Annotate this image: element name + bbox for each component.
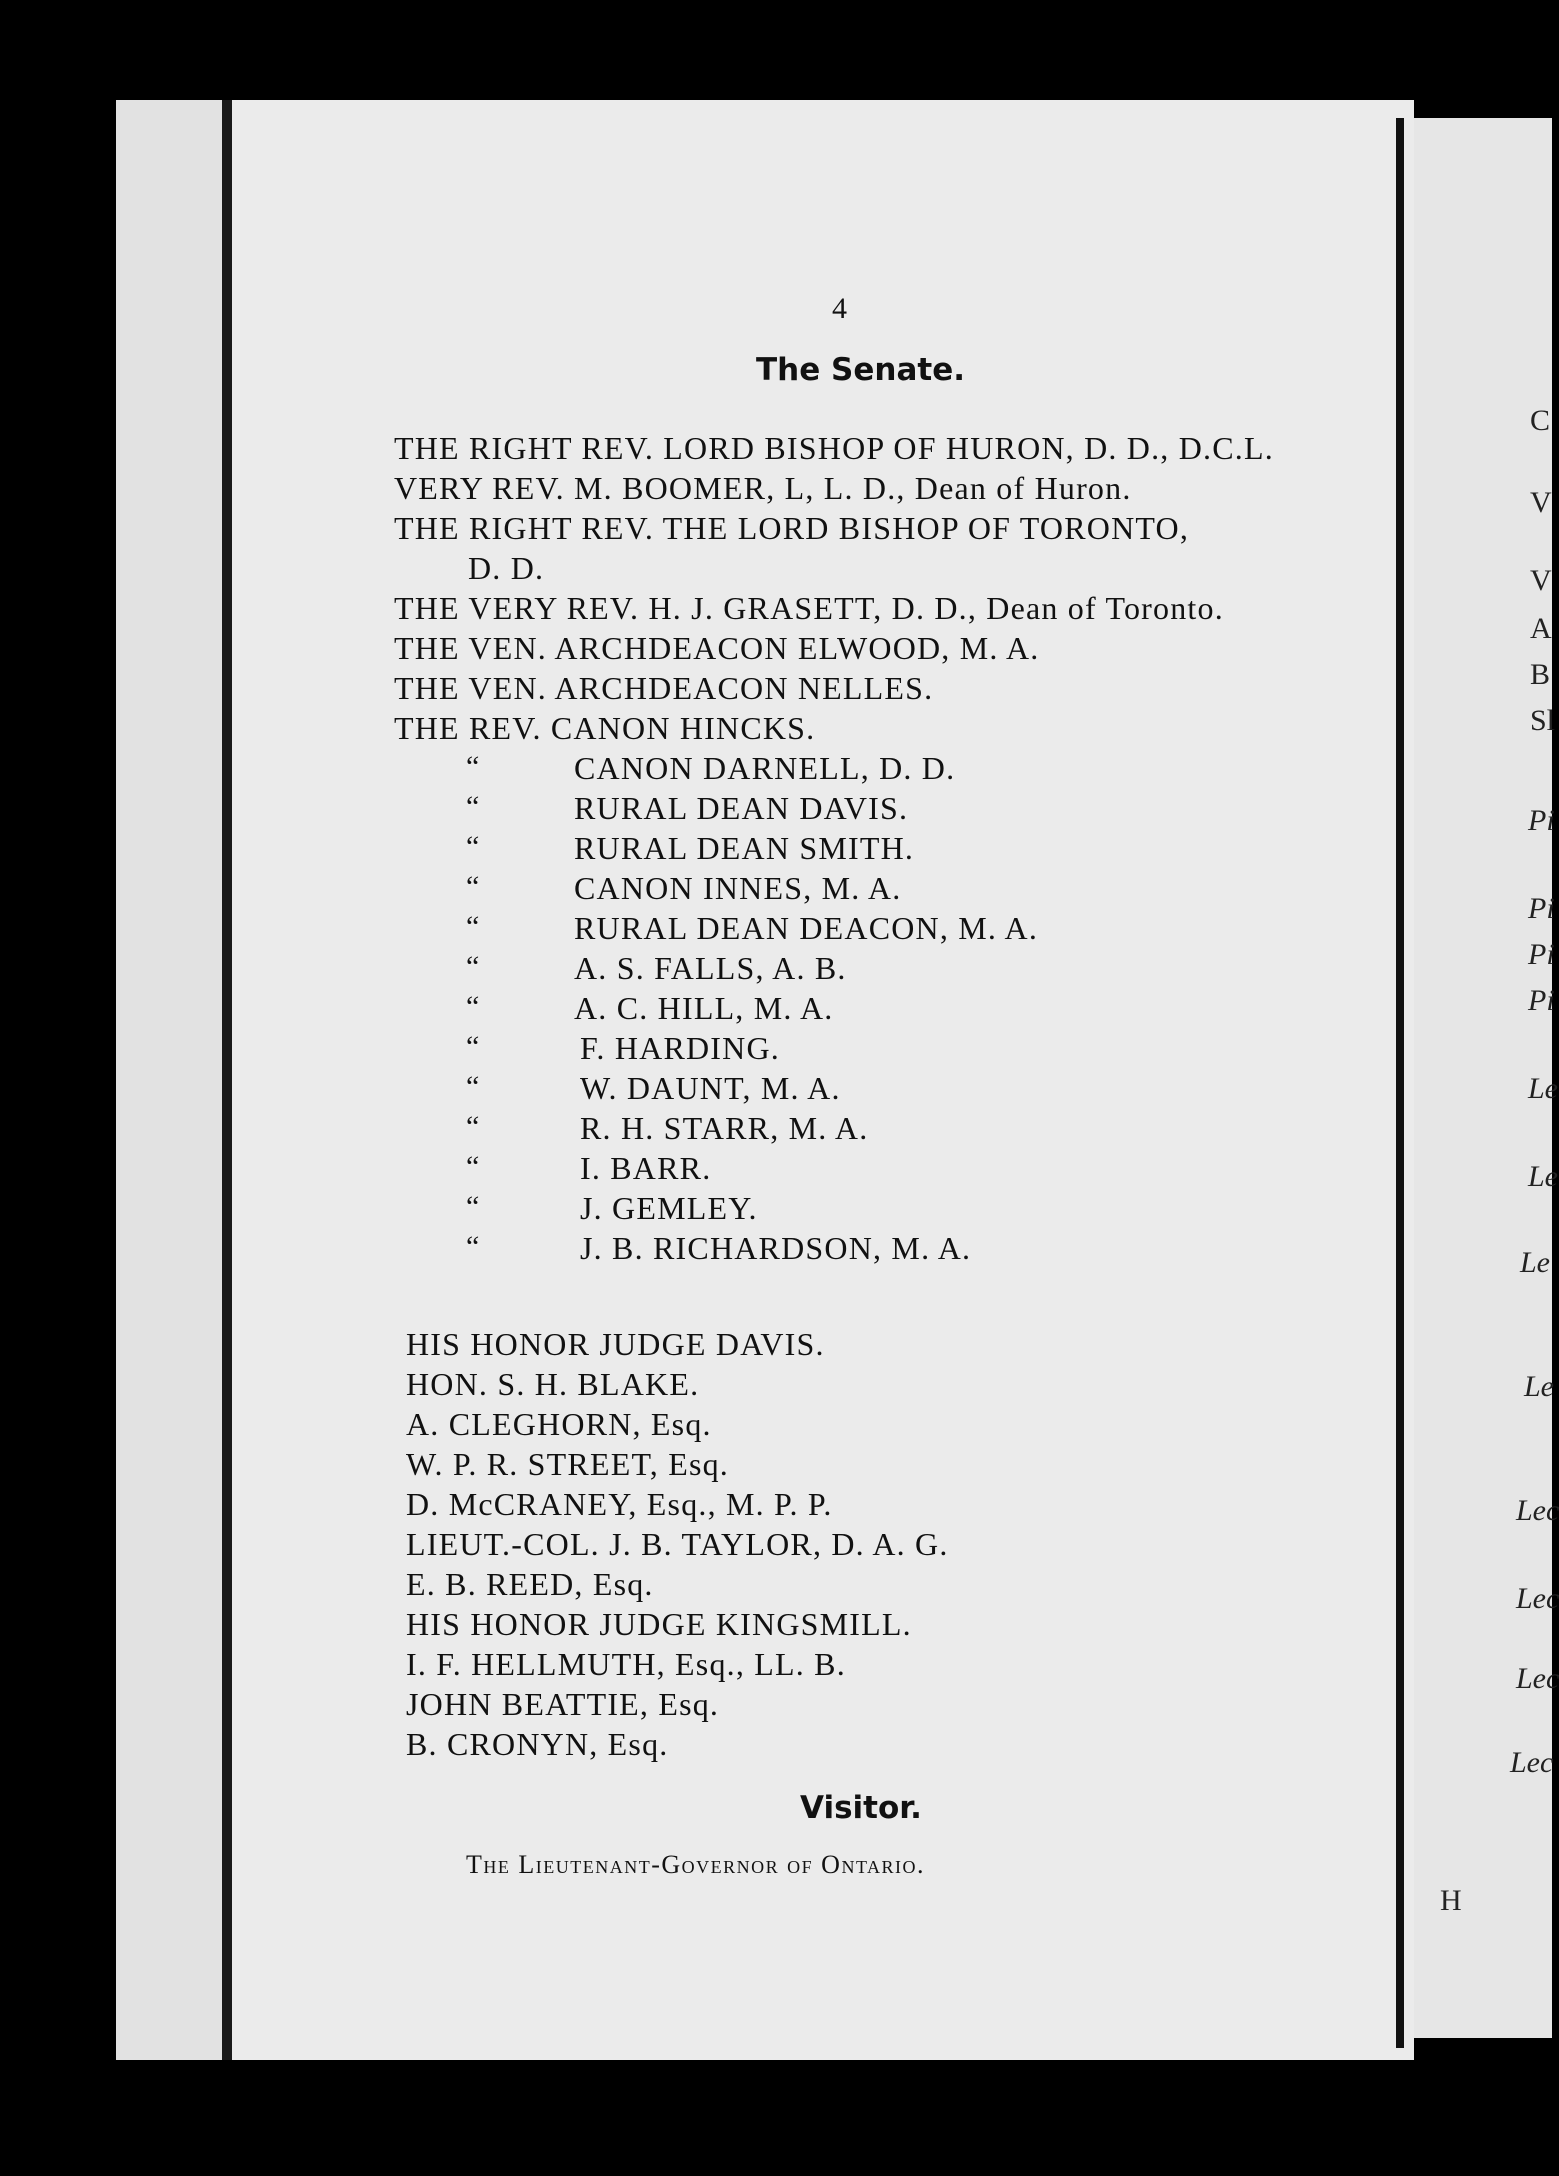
facing-page-fragment: Pi [1528,984,1555,1017]
facing-page-fragment: V [1530,564,1552,597]
clergy-row: THE VEN. ARCHDEACON NELLES. [394,670,934,706]
clergy-row: A. C. HILL, M. A. [574,990,834,1026]
clergy-row: CANON INNES, M. A. [574,870,902,906]
clergy-row: RURAL DEAN DAVIS. [574,790,909,826]
laity-row: JOHN BEATTIE, Esq. [406,1686,720,1722]
facing-page-fragment: Le [1520,1246,1550,1279]
clergy-row: A. S. FALLS, A. B. [574,950,847,986]
ditto-mark: “ [466,1190,480,1223]
facing-page-fragment: Pi [1528,804,1555,837]
laity-row: E. B. REED, Esq. [406,1566,654,1602]
facing-page-fragment: Le [1528,1072,1558,1105]
laity-row: LIEUT.-COL. J. B. TAYLOR, D. A. G. [406,1526,949,1562]
clergy-row: CANON DARNELL, D. D. [574,750,956,786]
laity-row: W. P. R. STREET, Esq. [406,1446,730,1482]
laity-row: D. McCRANEY, Esq., M. P. P. [406,1486,833,1522]
laity-row: A. CLEGHORN, Esq. [406,1406,712,1442]
laity-row: HON. S. H. BLAKE. [406,1366,700,1402]
ditto-mark: “ [466,950,480,983]
laity-row: HIS HONOR JUDGE KINGSMILL. [406,1606,912,1642]
visitor-heading: Visitor. [800,1790,922,1826]
clergy-row: W. DAUNT, M. A. [580,1070,841,1106]
clergy-row: I. BARR. [580,1150,712,1186]
ditto-mark: “ [466,750,480,783]
spine-shadow [222,100,232,2060]
clergy-row: R. H. STARR, M. A. [580,1110,869,1146]
facing-page-fragment: Lec [1516,1582,1559,1615]
clergy-row: THE VERY REV. H. J. GRASETT, D. D., Dean of Toronto. [394,590,1224,626]
clergy-row: F. HARDING. [580,1030,780,1066]
facing-page-fragment: Lec [1510,1746,1554,1779]
laity-row: B. CRONYN, Esq. [406,1726,669,1762]
ditto-mark: “ [466,1230,480,1263]
facing-page-fragment: B [1530,658,1551,691]
facing-page-fragment: A [1530,612,1552,645]
clergy-row: VERY REV. M. BOOMER, L, L. D., Dean of Huron. [394,470,1132,506]
ditto-mark: “ [466,790,480,823]
ditto-mark: “ [466,1150,480,1183]
facing-page-fragment: Le [1524,1370,1554,1403]
facing-page-fragment: Pi [1528,892,1555,925]
facing-page-fragment: Sl [1530,704,1556,737]
ditto-mark: “ [466,870,480,903]
clergy-row: THE REV. CANON HINCKS. [394,710,816,746]
clergy-row: J. B. RICHARDSON, M. A. [580,1230,972,1266]
ditto-mark: “ [466,830,480,863]
clergy-row: RURAL DEAN SMITH. [574,830,915,866]
visitor-text: The Lieutenant-Governor of Ontario. [466,1850,926,1879]
laity-row: HIS HONOR JUDGE DAVIS. [406,1326,825,1362]
senate-heading: The Senate. [756,352,965,388]
facing-page-fragment: Le [1528,1160,1558,1193]
gutter-shadow [1396,118,1404,2048]
clergy-row: THE RIGHT REV. THE LORD BISHOP OF TORONTO, [394,510,1190,546]
clergy-row: RURAL DEAN DEACON, M. A. [574,910,1039,946]
clergy-row: J. GEMLEY. [580,1190,758,1226]
facing-page-fragment: V [1530,486,1552,519]
ditto-mark: “ [466,1070,480,1103]
binding-strip [116,100,232,2060]
facing-page-fragment: Pi [1528,938,1555,971]
clergy-row: THE RIGHT REV. LORD BISHOP OF HURON, D. D., D.C.L. [394,430,1274,466]
facing-page-fragment: Lec [1516,1494,1559,1527]
ditto-mark: “ [466,910,480,943]
clergy-row: D. D. [468,550,545,586]
page-number: 4 [832,292,847,325]
ditto-mark: “ [466,1030,480,1063]
facing-page-fragment: H [1440,1884,1462,1917]
facing-page-fragment: C [1530,404,1551,437]
clergy-row: THE VEN. ARCHDEACON ELWOOD, M. A. [394,630,1040,666]
ditto-mark: “ [466,990,480,1023]
ditto-mark: “ [466,1110,480,1143]
laity-row: I. F. HELLMUTH, Esq., LL. B. [406,1646,846,1682]
facing-page-fragment: Lec [1516,1662,1559,1695]
